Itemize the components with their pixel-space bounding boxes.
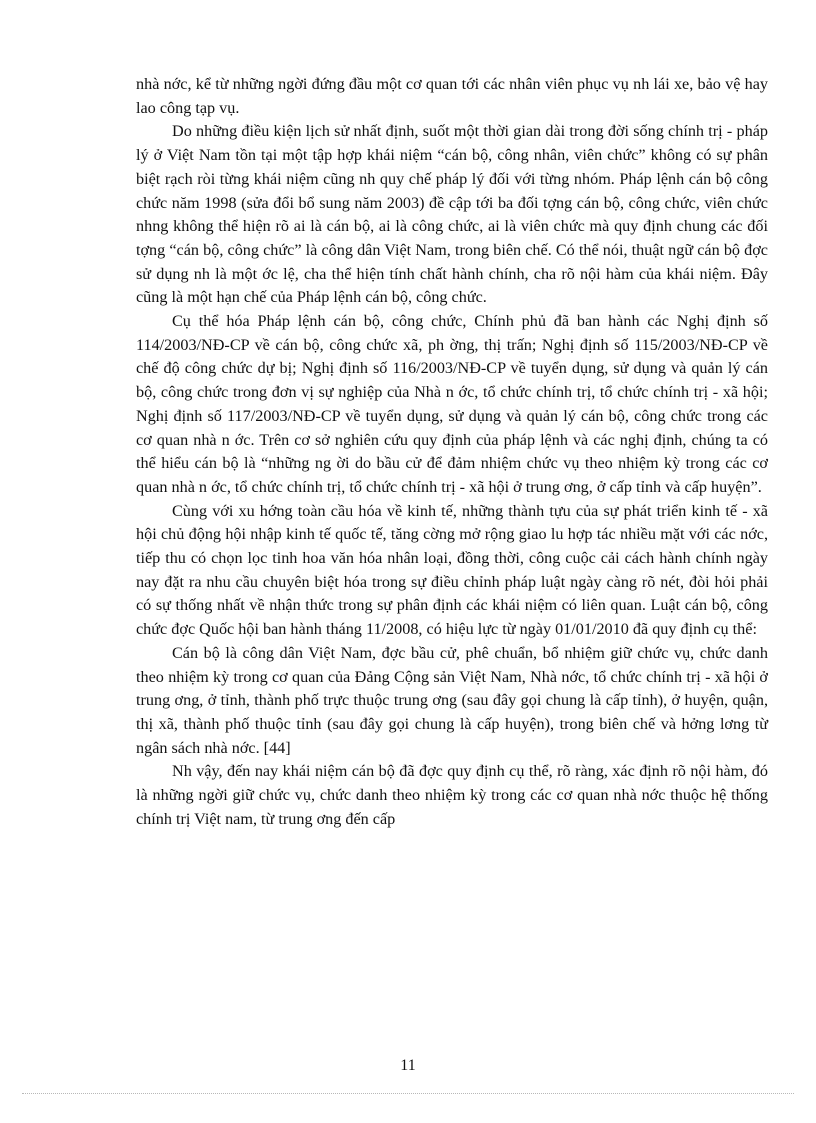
body-text (136, 73, 768, 832)
paragraph-historical-context: Do những điều kiện lịch sử nhất định, suốt một thời gian dài trong đời sống chính trị - pháp lý ở Việt Nam tồn tại một tập hợp khái niệm “cán bộ, công nhân, viên chức” không có sự phân biệt rạch ròi từng khái niệm cũng nh quy chế pháp lý đối với từng nhóm. Pháp lệnh cán bộ công chức năm 1998 (sửa đổi bổ sung năm 2003) đề cập tới ba đối tợng cán bộ, công chức, viên chức nhng không thể hiện rõ ai là cán bộ, ai là công chức, ai là viên chức mà quy định chung các đối tợng “cán bộ, công chức” là công dân Việt Nam, trong biên chế. Có thể nói, thuật ngữ cán bộ đợc sử dụng nh là một ớc lệ, cha thể hiện tính chất hành chính, cha rõ nội hàm của khái niệm. Đây cũng là một hạn chế của Pháp lệnh cán bộ, công chức. (136, 122, 768, 307)
page-number: 11 (400, 1057, 416, 1074)
paragraph-conclusion: Nh vậy, đến nay khái niệm cán bộ đã đợc quy định cụ thể, rõ ràng, xác định rõ nội hàm, đó là những ngời giữ chức vụ, chức danh theo nhiệm kỳ trong các cơ quan nhà nớc thuộc hệ thống chính trị Việt nam, từ trung ơng đến cấp (136, 762, 768, 828)
paragraph-globalization: Cùng với xu hớng toàn cầu hóa về kinh tế, những thành tựu của sự phát triển kinh tế - xã hội chủ động hội nhập kinh tế quốc tế, tăng cờng mở rộng giao lu hợp tác nhiều mặt với các nớc, tiếp thu có chọn lọc tinh hoa văn hóa nhân loại, đồng thời, công cuộc cải cách hành chính ngày nay đặt ra nhu cầu chuyên biệt hóa trong sự điều chỉnh pháp luật ngày càng rõ nét, đòi hỏi phải có sự thống nhất về nhận thức trong sự phân định các khái niệm có liên quan. Luật cán bộ, công chức đợc Quốc hội ban hành tháng 11/2008, có hiệu lực từ ngày 01/01/2010 đã quy định cụ thể: (136, 501, 768, 639)
paragraph-decrees: Cụ thể hóa Pháp lệnh cán bộ, công chức, Chính phủ đã ban hành các Nghị định số 114/2003/NĐ-CP về cán bộ, công chức xã, ph ờng, thị trấn; Nghị định số 115/2003/NĐ-CP về chế độ công chức dự bị; Nghị định số 116/2003/NĐ-CP về tuyển dụng, sử dụng và quản lý cán bộ, công chức trong đơn vị sự nghiệp của Nhà n ớc, tổ chức chính trị, tổ chức chính trị - xã hội; Nghị định số 117/2003/NĐ-CP về tuyển dụng, sử dụng và quản lý cán bộ, công chức trong các cơ quan nhà n ớc. Trên cơ sở nghiên cứu quy định của pháp lệnh và các nghị định, chúng ta có thể hiểu cán bộ là “những ng ời do bầu cử để đảm nhiệm chức vụ theo nhiệm kỳ trong các cơ quan nhà n ớc, tổ chức chính trị, tổ chức chính trị - xã hội ở trung ơng, ở cấp tỉnh và cấp huyện”. (136, 312, 768, 496)
paragraph-cadre-definition: Cán bộ là công dân Việt Nam, đợc bầu cử, phê chuẩn, bổ nhiệm giữ chức vụ, chức danh theo nhiệm kỳ trong cơ quan của Đảng Cộng sản Việt Nam, Nhà nớc, tổ chức chính trị - xã hội ở trung ơng, ở tỉnh, thành phố trực thuộc trung ơng (sau đây gọi chung là cấp tỉnh), ở huyện, quận, thị xã, thành phố thuộc tỉnh (sau đây gọi chung là cấp huyện), trong biên chế và hởng lơng từ ngân sách nhà nớc. [44] (136, 643, 768, 757)
paragraph-continuation: nhà nớc, kể từ những ngời đứng đầu một cơ quan tới các nhân viên phục vụ nh lái xe, bảo vệ hay lao công tạp vụ. (136, 75, 768, 117)
footer-divider (22, 1093, 794, 1094)
